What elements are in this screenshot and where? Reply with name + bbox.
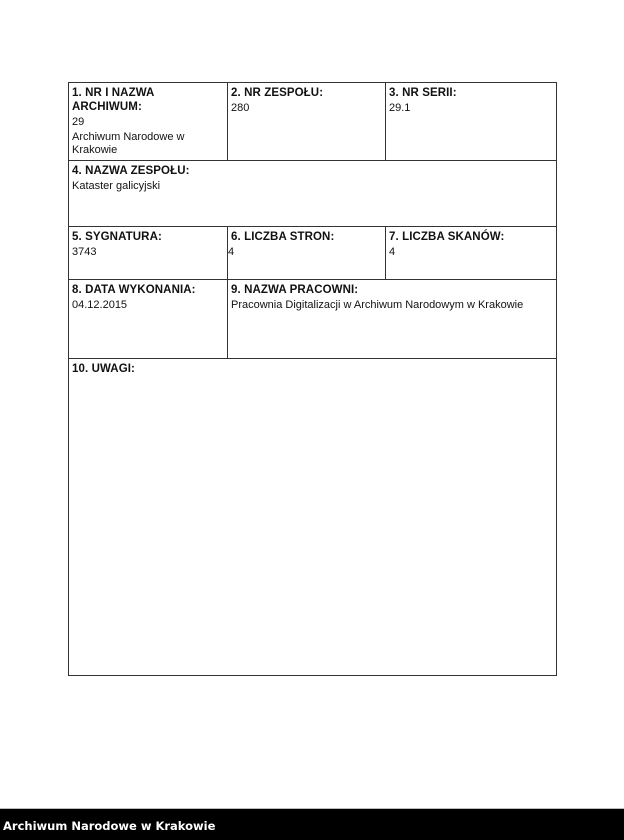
field-label: 8. DATA WYKONANIA: [72,284,196,296]
field-value: Pracownia Digitalizacji w Archiwum Narodowym w Krakowie [231,299,524,311]
field-value: 280 [231,102,250,114]
field-label: 9. NAZWA PRACOWNI: [231,284,359,296]
field-archive [69,83,227,160]
archive-name: Archiwum Narodowe w Krakowie [72,131,185,156]
field-value: Kataster galicyjski [72,180,161,192]
field-label: 1. NR I NAZWA ARCHIWUM: [72,87,155,113]
field-scan-count [386,227,556,279]
archive-number: 29 [72,116,85,128]
footer-bar [0,808,624,840]
field-page-count [228,227,385,279]
field-fonds-number [228,83,385,160]
field-label: 6. LICZBA STRON: [231,231,335,243]
field-remarks [69,359,556,675]
field-value: 04.12.2015 [72,299,128,311]
metadata-form [68,82,557,676]
field-value: 3743 [72,246,97,258]
field-value: 4 [389,246,396,258]
field-label: 2. NR ZESPOŁU: [231,87,324,99]
field-value: 4 [228,246,235,258]
field-signature [69,227,227,279]
field-value: 29.1 [389,102,411,114]
field-label: 3. NR SERII: [389,87,457,99]
footer-archive-name: Archiwum Narodowe w Krakowie [3,819,216,833]
field-execution-date [69,280,227,358]
field-label: 10. UWAGI: [72,363,135,375]
field-workshop-name [228,280,556,358]
field-label: 4. NAZWA ZESPOŁU: [72,165,190,177]
field-fonds-name [69,161,556,226]
field-series-number [386,83,556,160]
field-label: 5. SYGNATURA: [72,231,162,243]
field-label: 7. LICZBA SKANÓW: [389,231,505,243]
